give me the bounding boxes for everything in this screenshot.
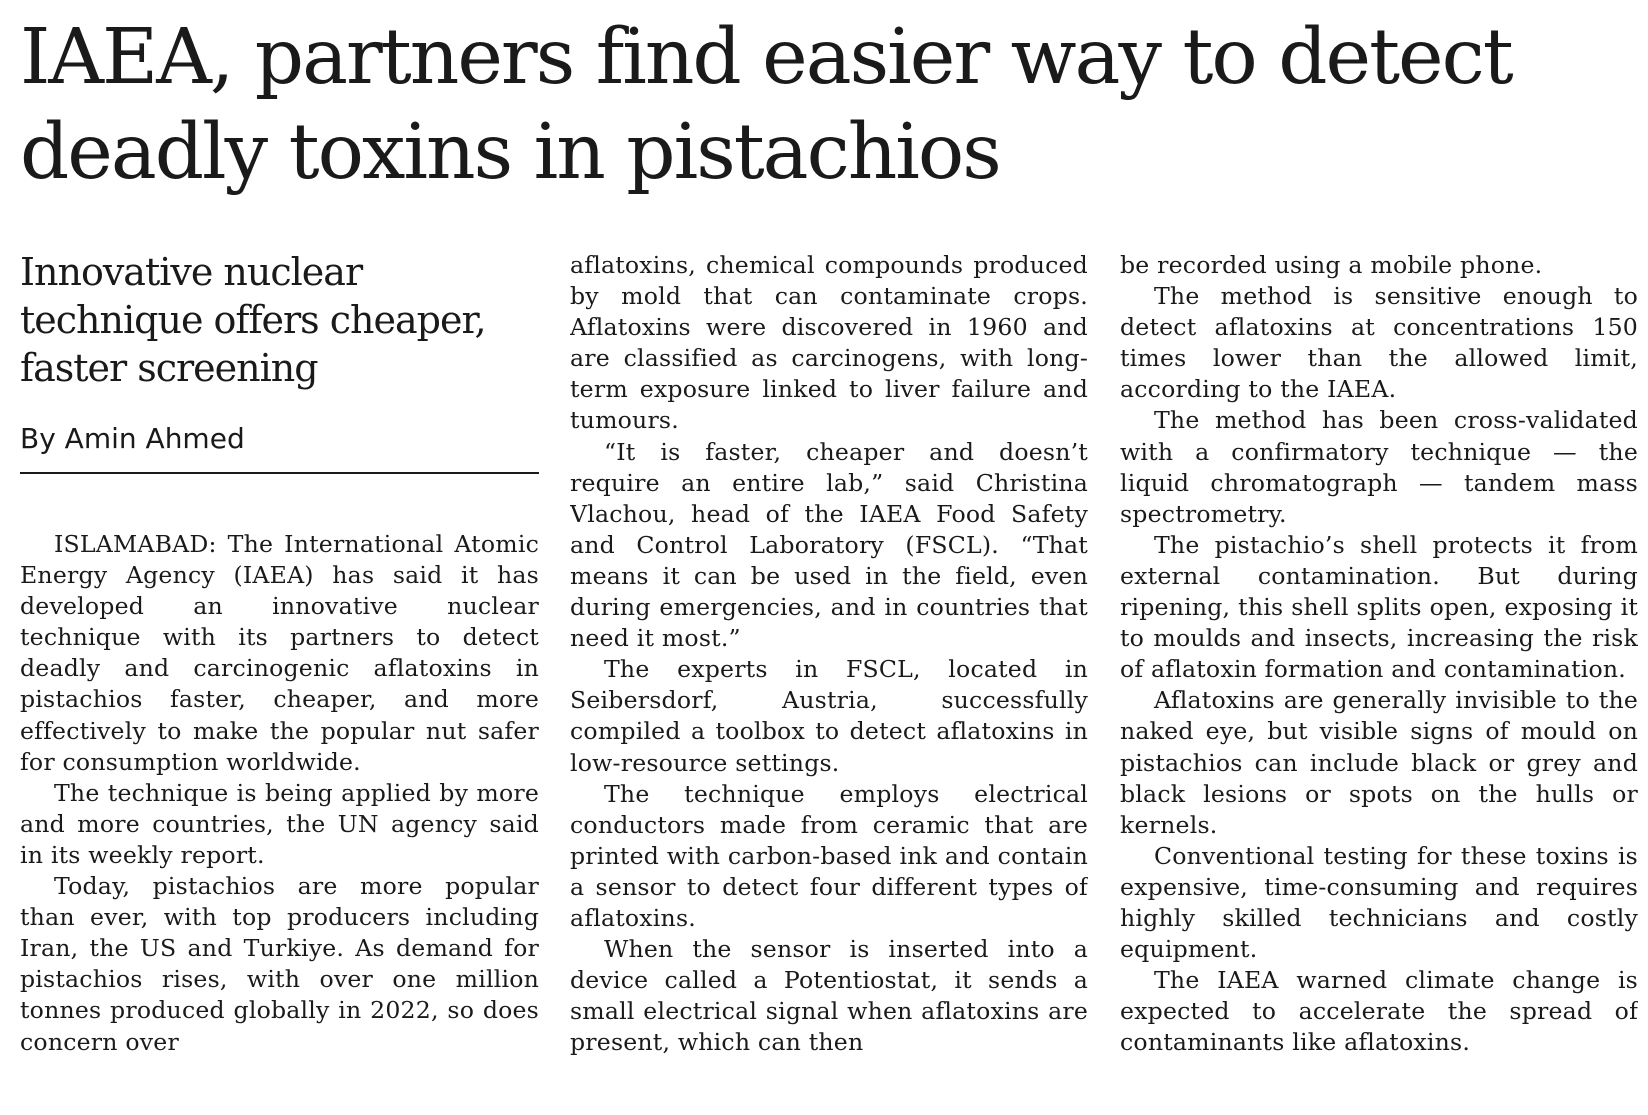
- article-column-1: [20, 529, 539, 1089]
- paragraph: The method is sensitive enough to detect aflatoxins at concentrations 150 times lower than the allowed limit, according to the IAEA.: [1120, 282, 1638, 404]
- paragraph: When the sensor is inserted into a device called a Potentiostat, it sends a small electrical signal when aflatoxins are present, which can then: [570, 935, 1088, 1057]
- byline-divider: [20, 472, 539, 474]
- paragraph: be recorded using a mobile phone.: [1120, 251, 1543, 279]
- paragraph: ISLAMABAD: The International Atomic Energy Agency (IAEA) has said it has developed an innovative nuclear technique with its partners to detect deadly and carcinogenic aflatoxins in pistachios faster, cheaper, and more effectively to make the popular nut safer for consumption worldwide.: [20, 530, 539, 776]
- paragraph: The IAEA warned climate change is expected to accelerate the spread of contaminants like aflatoxins.: [1120, 966, 1638, 1057]
- byline: By Amin Ahmed: [20, 422, 245, 455]
- headline: IAEA, partners find easier way to detect deadly toxins in pistachios: [20, 13, 1512, 197]
- paragraph: The method has been cross-validated with a confirmatory technique — the liquid chromatograph — tandem mass spectrometry.: [1120, 406, 1638, 528]
- paragraph: The technique employs electrical conductors made from ceramic that are printed with carbon-based ink and contain a sensor to detect four different types of aflatoxins.: [570, 779, 1088, 932]
- paragraph: aflatoxins, chemical compounds produced by mold that can contaminate crops. Aflatoxins were discovered in 1960 and are classified as carcinogens, with long-term exposure linked to liver failure and tumours.: [570, 251, 1088, 435]
- paragraph: Today, pistachios are more popular than ever, with top producers including Iran, the US and Turkiye. As demand for pistachios rises, with over one million tonnes produced globally in 2022, so does concern over: [20, 872, 539, 1056]
- paragraph: The experts in FSCL, located in Seibersdorf, Austria, successfully compiled a toolbox to detect aflatoxins in low-resource settings.: [570, 655, 1088, 777]
- subheadline: Innovative nuclear technique offers cheaper, faster screening: [20, 250, 486, 390]
- paragraph: Conventional testing for these toxins is expensive, time-consuming and requires highly skilled technicians and costly equipment.: [1120, 841, 1638, 964]
- article-column-2: [570, 250, 1088, 1090]
- article-column-3: [1120, 250, 1638, 1090]
- paragraph: The technique is being applied by more and more countries, the UN agency said in its weekly report.: [20, 778, 539, 869]
- paragraph: Aflatoxins are generally invisible to the naked eye, but visible signs of mould on pistachios can include black or grey and black lesions or spots on the hulls or kernels.: [1120, 686, 1638, 839]
- paragraph: “It is faster, cheaper and doesn’t require an entire lab,” said Christina Vlachou, head of the IAEA Food Safety and Control Laboratory (FSCL). “That means it can be used in the field, even during emergencies, and in countries that need it most.”: [570, 437, 1088, 653]
- paragraph: The pistachio’s shell protects it from external contamination. But during ripening, this shell splits open, exposing it to moulds and insects, increasing the risk of aflatoxin formation and contamination.: [1120, 530, 1638, 684]
